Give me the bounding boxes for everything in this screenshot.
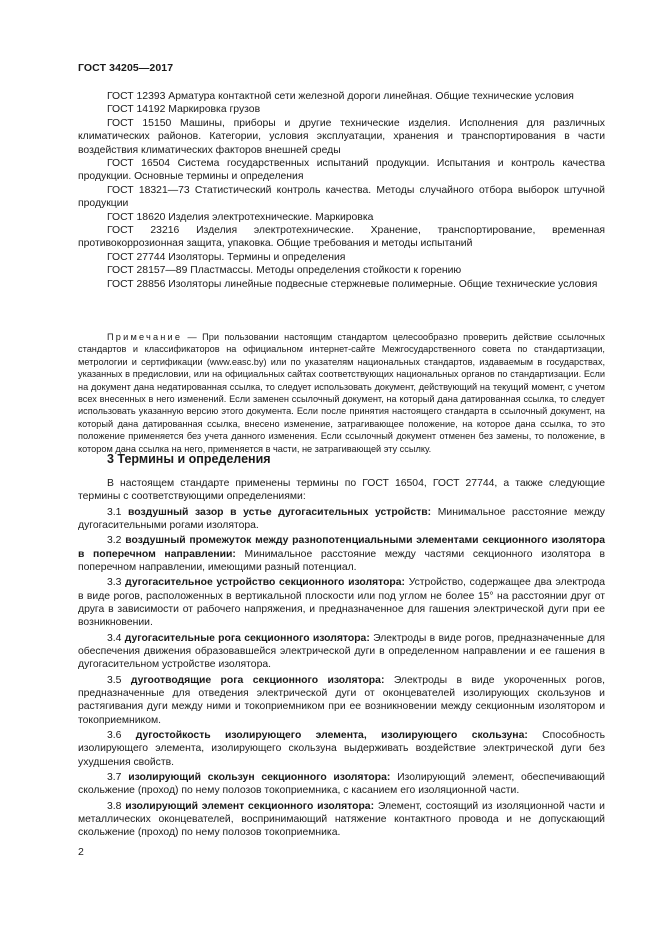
term-definition [78,632,605,672]
term-text: Минимальное расстояние между дугогасительными рогами изолятора. [78,506,605,531]
term-number: 3.8 [107,800,126,812]
term-definition [78,771,605,798]
term-name: дугогасительное устройство секционного изолятора: [125,577,405,589]
term-name: изолирующий элемент секционного изолятора: [125,800,375,812]
section-intro: В настоящем стандарте применены термины по ГОСТ 16504, ГОСТ 27744, а также следующие термины с соответствующими определениями: [78,478,605,503]
term-definition [78,729,605,769]
term-name: воздушный промежуток между разнопотенциальными элементами секционного изолятора в поперечном направлении: [78,535,605,560]
term-name: дугоотводящие рога секционного изолятора: [130,674,385,686]
term-definition [78,534,605,574]
reference-item: ГОСТ 18321—73 Статистический контроль качества. Методы случайного отбора выборок штучной продукции [78,184,605,210]
section-title: 3 Термины и определения [107,452,271,466]
normative-references-list [78,90,605,291]
term-definition [78,800,605,840]
term-text: Электроды в виде рогов, предназначенные для обеспечения движения образовавшейся электрической дуги в определенном направлении и ее гашения в дугогасительном устройстве изолятора. [78,632,605,671]
term-number: 3.1 [107,506,129,518]
note-label: Примечание [107,332,183,342]
reference-item: ГОСТ 15150 Машины, приборы и другие технические изделия. Исполнения для различных климатических районов. Категории, условия эксплуатации, хранения и транспортирования в части воздействия климатических факторов внешней среды [78,117,605,156]
term-name: воздушный зазор в устье дугогасительных устройств: [128,506,432,518]
term-number: 3.7 [107,771,129,783]
page-number: 2 [78,846,84,858]
reference-item: ГОСТ 14192 Маркировка грузов [107,104,261,116]
term-name: дугогасительные рога секционного изолятора: [124,632,370,644]
term-definition [78,576,605,629]
terms-section [78,477,605,842]
note-text: — При пользовании настоящим стандартом целесообразно проверить действие ссылочных стандартов и классификаторов на официальном интернет-сайте Межгосударственного совета по стандартизации, метрологии и сертификации (www.easc.by) или по указателям национальных стандартов, издаваемым в государствах, указанных в предисловии, или на официальных сайтах соответствующих национальных органов по стандартизации. Если на документ дана недатированная ссылка, то следует использовать документ, действующий на текущий момент, с учетом всех внесенных в него изменений. Если заменен ссылочный документ, на который дана датированная ссылка, то следует использовать указанную версию этого документа. Если после принятия настоящего стандарта в ссылочный документ, на который дана датированная ссылка, внесено изменение, затрагивающее положение, на которое дана ссылка, то это положение применяется без учета данного изменения. Если ссылочный документ отменен без замены, то положение, в котором дана ссылка на него, применяется в части, не затрагивающей эту ссылку. [78,332,605,454]
term-text: Устройство, содержащее два электрода в виде рогов, расположенных в вертикальной плоскости или под углом не более 15° на расстоянии друг от друга в зависимости от рабочего напряжения, и предназначенное для гашения электрической дуги при ее возникновении. [78,577,605,629]
term-definition [78,506,605,533]
reference-item: ГОСТ 12393 Арматура контактной сети железной дороги линейная. Общие технические условия [107,91,574,102]
reference-item: ГОСТ 16504 Система государственных испытаний продукции. Испытания и контроль качества продукции. Основные термины и определения [78,158,605,183]
term-number: 3.6 [107,729,136,741]
reference-item: ГОСТ 27744 Изоляторы. Термины и определения [107,251,346,263]
term-text: Изолирующий элемент, обеспечивающий скольжение (проход) по нему полозов токоприемника, с касанием его изоляционной части. [78,771,605,797]
term-number: 3.2 [107,535,126,547]
term-definition [78,674,605,727]
reference-item: ГОСТ 18620 Изделия электротехнические. Маркировка [107,211,374,223]
term-name: изолирующий скользун секционного изолятора: [128,771,391,783]
term-name: дугостойкость изолирующего элемента, изолирующего скользуна: [135,729,528,741]
term-number: 3.3 [107,577,126,589]
reference-item: ГОСТ 23216 Изделия электротехнические. Хранение, транспортирование, временная противокоррозионная защита, упаковка. Общие требования и методы испытаний [78,225,605,250]
reference-item: ГОСТ 28856 Изоляторы линейные подвесные стержневые полимерные. Общие технические условия [107,278,598,290]
term-text: Электроды в виде укороченных рогов, предназначенные для отведения электрической дуги от оконцевателей изолирующих скользунов и растягивания дуги между ними и токоприемником при ее возникновении между секционным изолятором и токоприемником. [78,674,605,726]
term-number: 3.4 [107,632,125,644]
term-text: Элемент, состоящий из изоляционной части и металлических оконцевателей, воспринимающий натяжение контактного провода и не допускающий скольжение (проход) по нему полозов токоприемника. [78,800,605,839]
reference-item: ГОСТ 28157—89 Пластмассы. Методы определения стойкости к горению [107,265,462,277]
term-text: Способность изолирующего элемента, изолирующего скользуна выдерживать воздействие электрической дуги без ухудшения свойств. [78,729,605,768]
document-header: ГОСТ 34205—2017 [78,62,174,74]
term-text: Минимальное расстояние между частями секционного изолятора в поперечном направлении, имеющими разный потенциал. [78,548,605,573]
term-number: 3.5 [107,674,131,686]
references-note [78,331,605,455]
